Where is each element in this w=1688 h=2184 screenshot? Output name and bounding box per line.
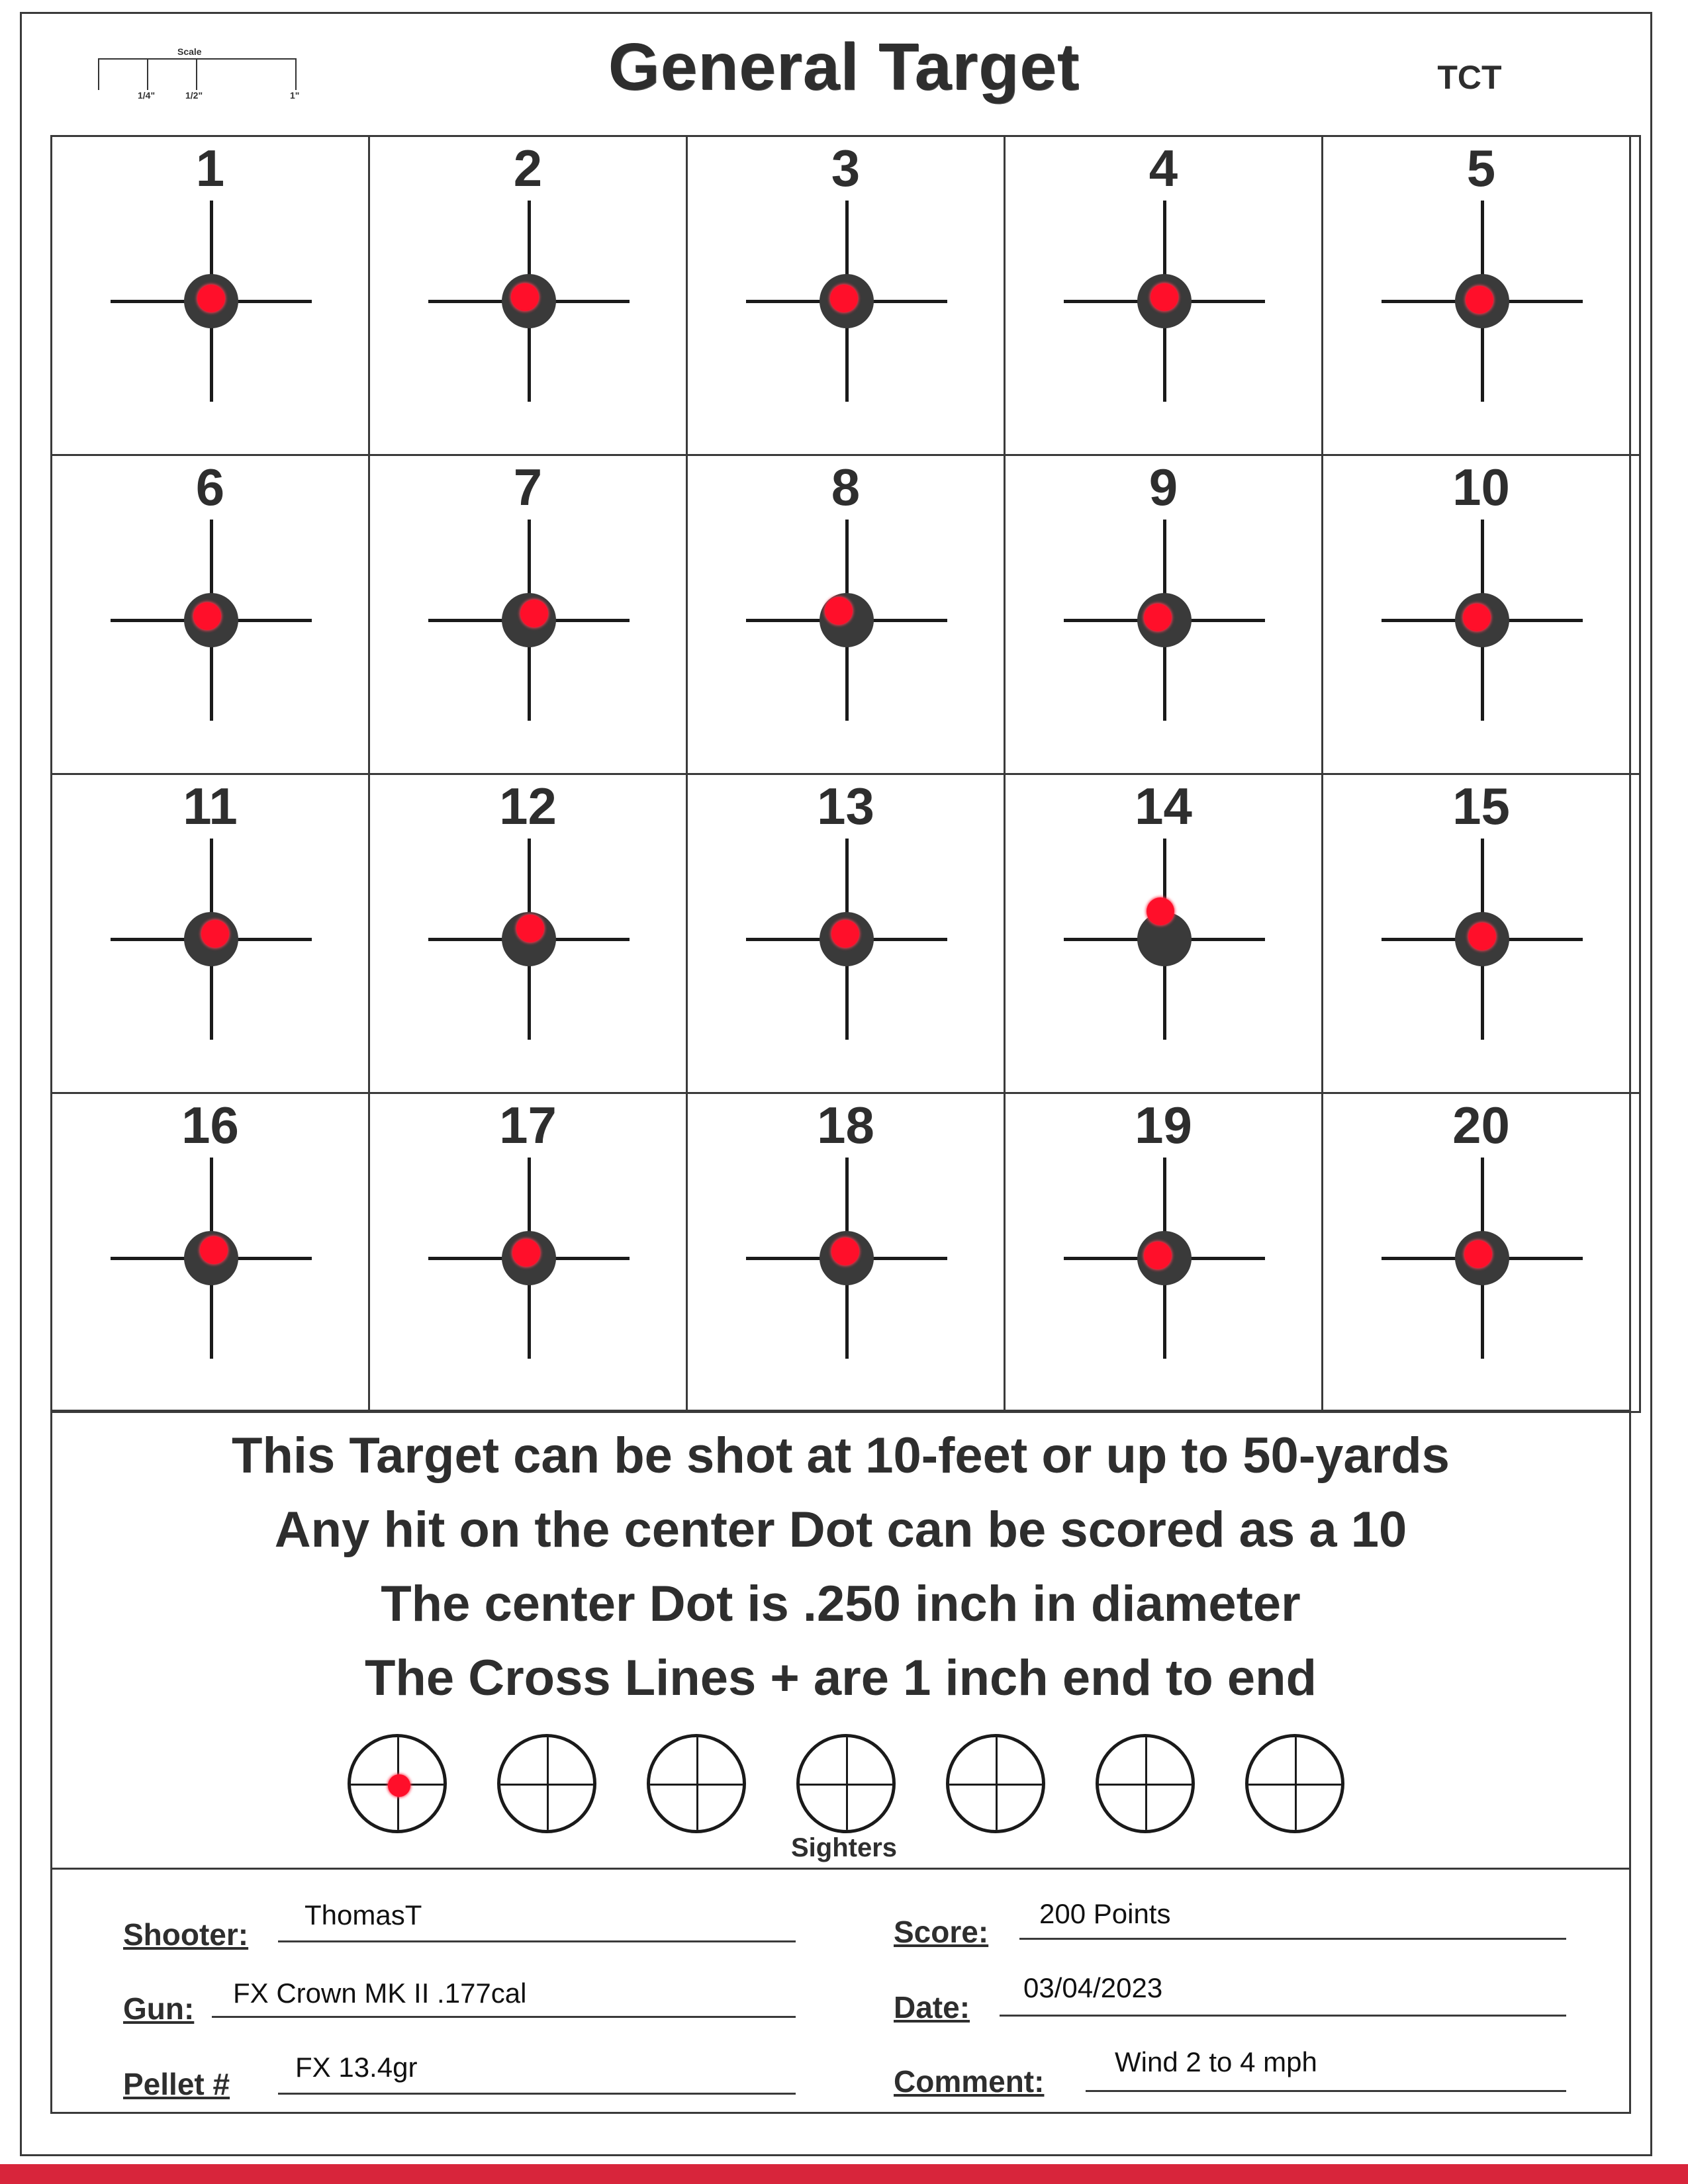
pellet-hit bbox=[193, 602, 221, 630]
shooter-field[interactable]: ThomasT bbox=[305, 1899, 422, 1931]
pellet-hit bbox=[1147, 897, 1174, 925]
sighter-target bbox=[497, 1734, 596, 1833]
sighters-label: Sighters bbox=[790, 1833, 898, 1862]
pellet-hit bbox=[831, 1238, 859, 1265]
target-number: 4 bbox=[1149, 139, 1178, 197]
target-number: 17 bbox=[499, 1096, 557, 1154]
target-code: TCT bbox=[1437, 59, 1502, 96]
target-cell bbox=[1004, 135, 1323, 456]
target-number: 11 bbox=[183, 777, 238, 835]
comment-field[interactable]: Wind 2 to 4 mph bbox=[1115, 2046, 1317, 2077]
sighter-crosshair-vertical bbox=[846, 1737, 848, 1830]
pellet-hit bbox=[830, 285, 858, 312]
target-number: 13 bbox=[817, 777, 874, 835]
target-cell bbox=[50, 135, 370, 456]
target-number: 18 bbox=[817, 1096, 874, 1154]
page-title: General Target bbox=[608, 30, 1080, 104]
target-number: 14 bbox=[1135, 777, 1192, 835]
sighter-target bbox=[946, 1734, 1045, 1833]
pellet-hit bbox=[1144, 604, 1172, 631]
target-cell bbox=[50, 454, 370, 775]
pellet-label: Pellet # bbox=[123, 2067, 230, 2101]
target-number: 8 bbox=[831, 458, 861, 516]
sighter-crosshair-vertical bbox=[696, 1737, 698, 1830]
pellet-hit bbox=[516, 915, 544, 942]
target-number: 10 bbox=[1452, 458, 1510, 516]
date-underline bbox=[1000, 2015, 1566, 2017]
sighter-crosshair-vertical bbox=[547, 1737, 549, 1830]
scale-mark-quarter: 1/4" bbox=[138, 90, 156, 101]
form-top-divider bbox=[50, 1868, 1631, 1870]
target-cell bbox=[368, 1092, 688, 1413]
pellet-hit bbox=[1150, 283, 1178, 311]
pellet-hit bbox=[512, 1239, 540, 1267]
target-number: 19 bbox=[1135, 1096, 1192, 1154]
target-number: 12 bbox=[499, 777, 557, 835]
scale-mark-half: 1/2" bbox=[185, 90, 203, 101]
target-number: 20 bbox=[1452, 1096, 1510, 1154]
target-cell bbox=[686, 773, 1006, 1094]
instruction-line: The Cross Lines + are 1 inch end to end bbox=[364, 1650, 1317, 1706]
target-cell bbox=[686, 135, 1006, 456]
target-cell bbox=[1321, 773, 1641, 1094]
target-cell bbox=[368, 454, 688, 775]
target-number: 1 bbox=[195, 139, 225, 197]
gun-underline bbox=[212, 2016, 796, 2018]
target-number: 9 bbox=[1149, 458, 1178, 516]
comment-underline bbox=[1086, 2090, 1566, 2092]
pellet-hit bbox=[520, 600, 548, 627]
target-cell bbox=[686, 1092, 1006, 1413]
instruction-line: The center Dot is .250 inch in diameter bbox=[381, 1576, 1301, 1632]
target-cell bbox=[368, 135, 688, 456]
date-field[interactable]: 03/04/2023 bbox=[1023, 1972, 1163, 2003]
sighter-target bbox=[647, 1734, 746, 1833]
target-number: 3 bbox=[831, 139, 861, 197]
sighter-hit bbox=[388, 1774, 410, 1797]
target-cell bbox=[1004, 1092, 1323, 1413]
sighter-crosshair-vertical bbox=[996, 1737, 998, 1830]
pellet-hit bbox=[200, 1236, 228, 1264]
sighter-crosshair-vertical bbox=[1295, 1737, 1297, 1830]
instruction-line: This Target can be shot at 10-feet or up to 50-yards bbox=[232, 1428, 1450, 1484]
pellet-hit bbox=[511, 283, 539, 311]
score-label: Score: bbox=[894, 1915, 989, 1949]
scale-mark-inch: 1" bbox=[290, 90, 300, 101]
target-number: 6 bbox=[195, 458, 225, 516]
pellet-underline bbox=[278, 2093, 796, 2095]
target-number: 5 bbox=[1466, 139, 1496, 197]
sighter-target bbox=[348, 1734, 447, 1833]
date-label: Date: bbox=[894, 1990, 970, 2025]
sighter-crosshair-vertical bbox=[1145, 1737, 1147, 1830]
shooter-label: Shooter: bbox=[123, 1917, 249, 1952]
gun-label: Gun: bbox=[123, 1991, 195, 2026]
sighter-target bbox=[1245, 1734, 1344, 1833]
target-cell bbox=[1004, 773, 1323, 1094]
pellet-field[interactable]: FX 13.4gr bbox=[295, 2052, 418, 2083]
scale-label: Scale bbox=[177, 46, 202, 57]
target-cell bbox=[50, 1092, 370, 1413]
paper-edge-band bbox=[0, 2164, 1688, 2184]
target-cell bbox=[686, 454, 1006, 775]
pellet-hit bbox=[1463, 604, 1491, 631]
target-cell bbox=[368, 773, 688, 1094]
score-field[interactable]: 200 Points bbox=[1039, 1898, 1171, 1929]
gun-field[interactable]: FX Crown MK II .177cal bbox=[233, 1978, 527, 2009]
target-cell bbox=[50, 773, 370, 1094]
shooter-underline bbox=[278, 1940, 796, 1942]
sighter-target bbox=[796, 1734, 896, 1833]
pellet-hit bbox=[1144, 1242, 1172, 1269]
pellet-hit bbox=[1468, 923, 1496, 950]
pellet-hit bbox=[1464, 1240, 1492, 1268]
pellet-hit bbox=[197, 285, 225, 312]
score-underline bbox=[1019, 1938, 1566, 1940]
target-number: 15 bbox=[1452, 777, 1510, 835]
sighter-target bbox=[1096, 1734, 1195, 1833]
pellet-hit bbox=[831, 920, 859, 948]
pellet-hit bbox=[825, 597, 853, 625]
target-number: 2 bbox=[513, 139, 543, 197]
target-cell bbox=[1004, 454, 1323, 775]
pellet-hit bbox=[201, 920, 229, 948]
pellet-hit bbox=[1466, 286, 1493, 314]
target-number: 16 bbox=[181, 1096, 239, 1154]
target-cell bbox=[1321, 1092, 1641, 1413]
comment-label: Comment: bbox=[894, 2064, 1045, 2099]
target-number: 7 bbox=[513, 458, 543, 516]
target-cell bbox=[1321, 454, 1641, 775]
instruction-line: Any hit on the center Dot can be scored as a 10 bbox=[274, 1502, 1407, 1558]
target-cell bbox=[1321, 135, 1641, 456]
